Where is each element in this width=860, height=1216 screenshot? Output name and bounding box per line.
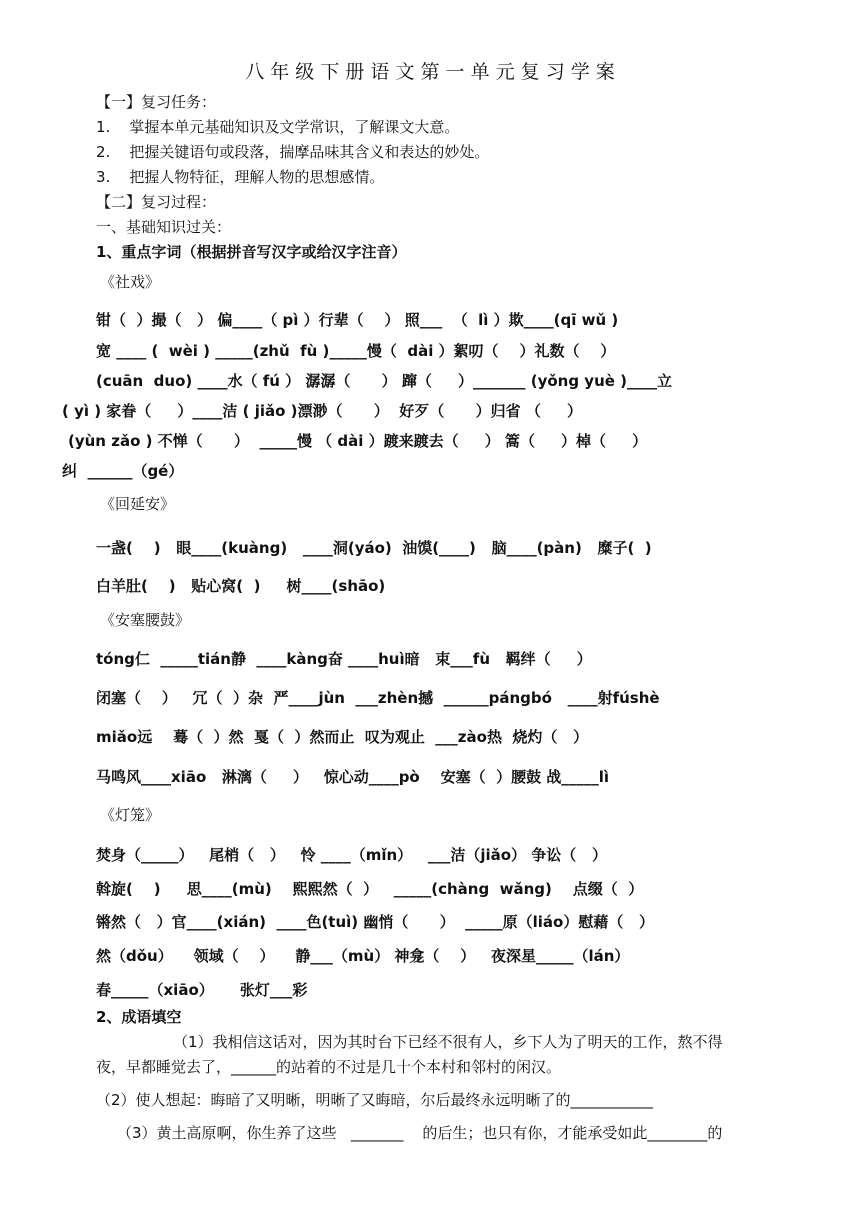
text-line: 夜，早都睡觉去了，______的站着的不过是几十个本村和邻村的闲汉。 (96, 1058, 562, 1076)
text-line: 《回延安》 (100, 495, 176, 513)
text-line: (yùn zǎo ) 不惮（ ） _____慢 （ dài ）踱来踱去（ ） 篙（ ）棹（ ） (68, 432, 648, 450)
text-line: 锵然（ ）官____(xián) ____色(tuì) 幽悄（ ） _____原（liáo）慰藉（ ） (96, 913, 655, 931)
text-line: 宽 ____ ( wèi ) _____(zhǔ fù )_____慢（ dài ）絮叨（ ）礼数（ ） (96, 342, 616, 360)
text-line: (cuān duo) ____水（ fú ） 潺潺（ ） 蹿（ ）_______ (yǒng yuè )____立 (96, 372, 673, 390)
text-line: 纠 ______（gé） (62, 462, 184, 480)
text-line: 1. 掌握本单元基础知识及文学常识，了解课文大意。 (96, 118, 460, 136)
text-line: 【一】复习任务： (96, 93, 217, 111)
text-line: 2、成语填空 (96, 1008, 182, 1026)
text-line: 白羊肚( ) 贴心窝( ) 树____(shāo) (96, 577, 386, 595)
text-line: （1）我相信这话对，因为其时台下已经不很有人，乡下人为了明天的工作，熬不得 (173, 1033, 723, 1051)
text-line: miǎo远 蓦（ ）然 戛（ ）然而止 叹为观止 ___zào热 烧灼（ ） (96, 728, 589, 746)
text-line: ( yì ) 家眷（ ）____洁 ( jiǎo )漂渺（ ） 好歹（ ）归省 （ ） (62, 402, 582, 420)
page-title: 八 年 级 下 册 语 文 第 一 单 元 复 习 学 案 (245, 61, 615, 83)
text-line: 钳（ ）撮（ ） 偏____（ pì ）行辈（ ） 照___ （ lì ）欺____(qī wǔ ) (96, 311, 619, 329)
text-line: 春_____（xiāo） 张灯___彩 (96, 981, 308, 999)
text-line: 一盏( ) 眼____(kuàng) ____洞(yáo) 油馍(____) 脑____(pàn) 糜子( ) (96, 539, 652, 557)
text-line: （2）使人想起：晦暗了又明晰，明晰了又晦暗，尔后最终永远明晰了的___________ (96, 1091, 654, 1109)
text-line: 3. 把握人物特征，理解人物的思想感情。 (96, 168, 385, 186)
text-line: tóng仁 _____tián静 ____kàng奋 ____huì暗 束___fù 羁绊（ ） (96, 650, 592, 668)
text-line: 一、基础知识过关： (96, 218, 232, 236)
text-line: 焚身（_____） 尾梢（ ） 怜 ____（mǐn） ___洁（jiǎo） 争讼（ ） (96, 846, 607, 864)
text-line: 马鸣风____xiāo 淋漓（ ） 惊心动____pò 安塞（ ）腰鼓 战_____lì (96, 768, 610, 786)
text-line: 闭塞（ ） 冗（ ）杂 严____jùn ___zhèn撼 ______pángbó ____射fúshè (96, 689, 660, 707)
text-line: 《安塞腰鼓》 (100, 611, 191, 629)
text-line: 【二】复习过程： (96, 193, 217, 211)
text-line: 1、重点字词（根据拼音写汉字或给汉字注音） (96, 243, 407, 261)
text-line: 《灯笼》 (100, 806, 161, 824)
text-line: （3）黄土高原啊，你生养了这些 _______ 的后生；也只有你，才能承受如此________的 (117, 1124, 723, 1142)
text-line: 2. 把握关键语句或段落，揣摩品味其含义和表达的妙处。 (96, 143, 490, 161)
text-line: 斡旋( ) 思____(mù) 熙熙然（ ） _____(chàng wǎng) 点缀（ ） (96, 880, 644, 898)
text-line: 然（dǒu） 领域（ ） 静___（mù） 神龛（ ） 夜深星_____（lán） (96, 947, 630, 965)
text-line: 《社戏》 (100, 273, 161, 291)
